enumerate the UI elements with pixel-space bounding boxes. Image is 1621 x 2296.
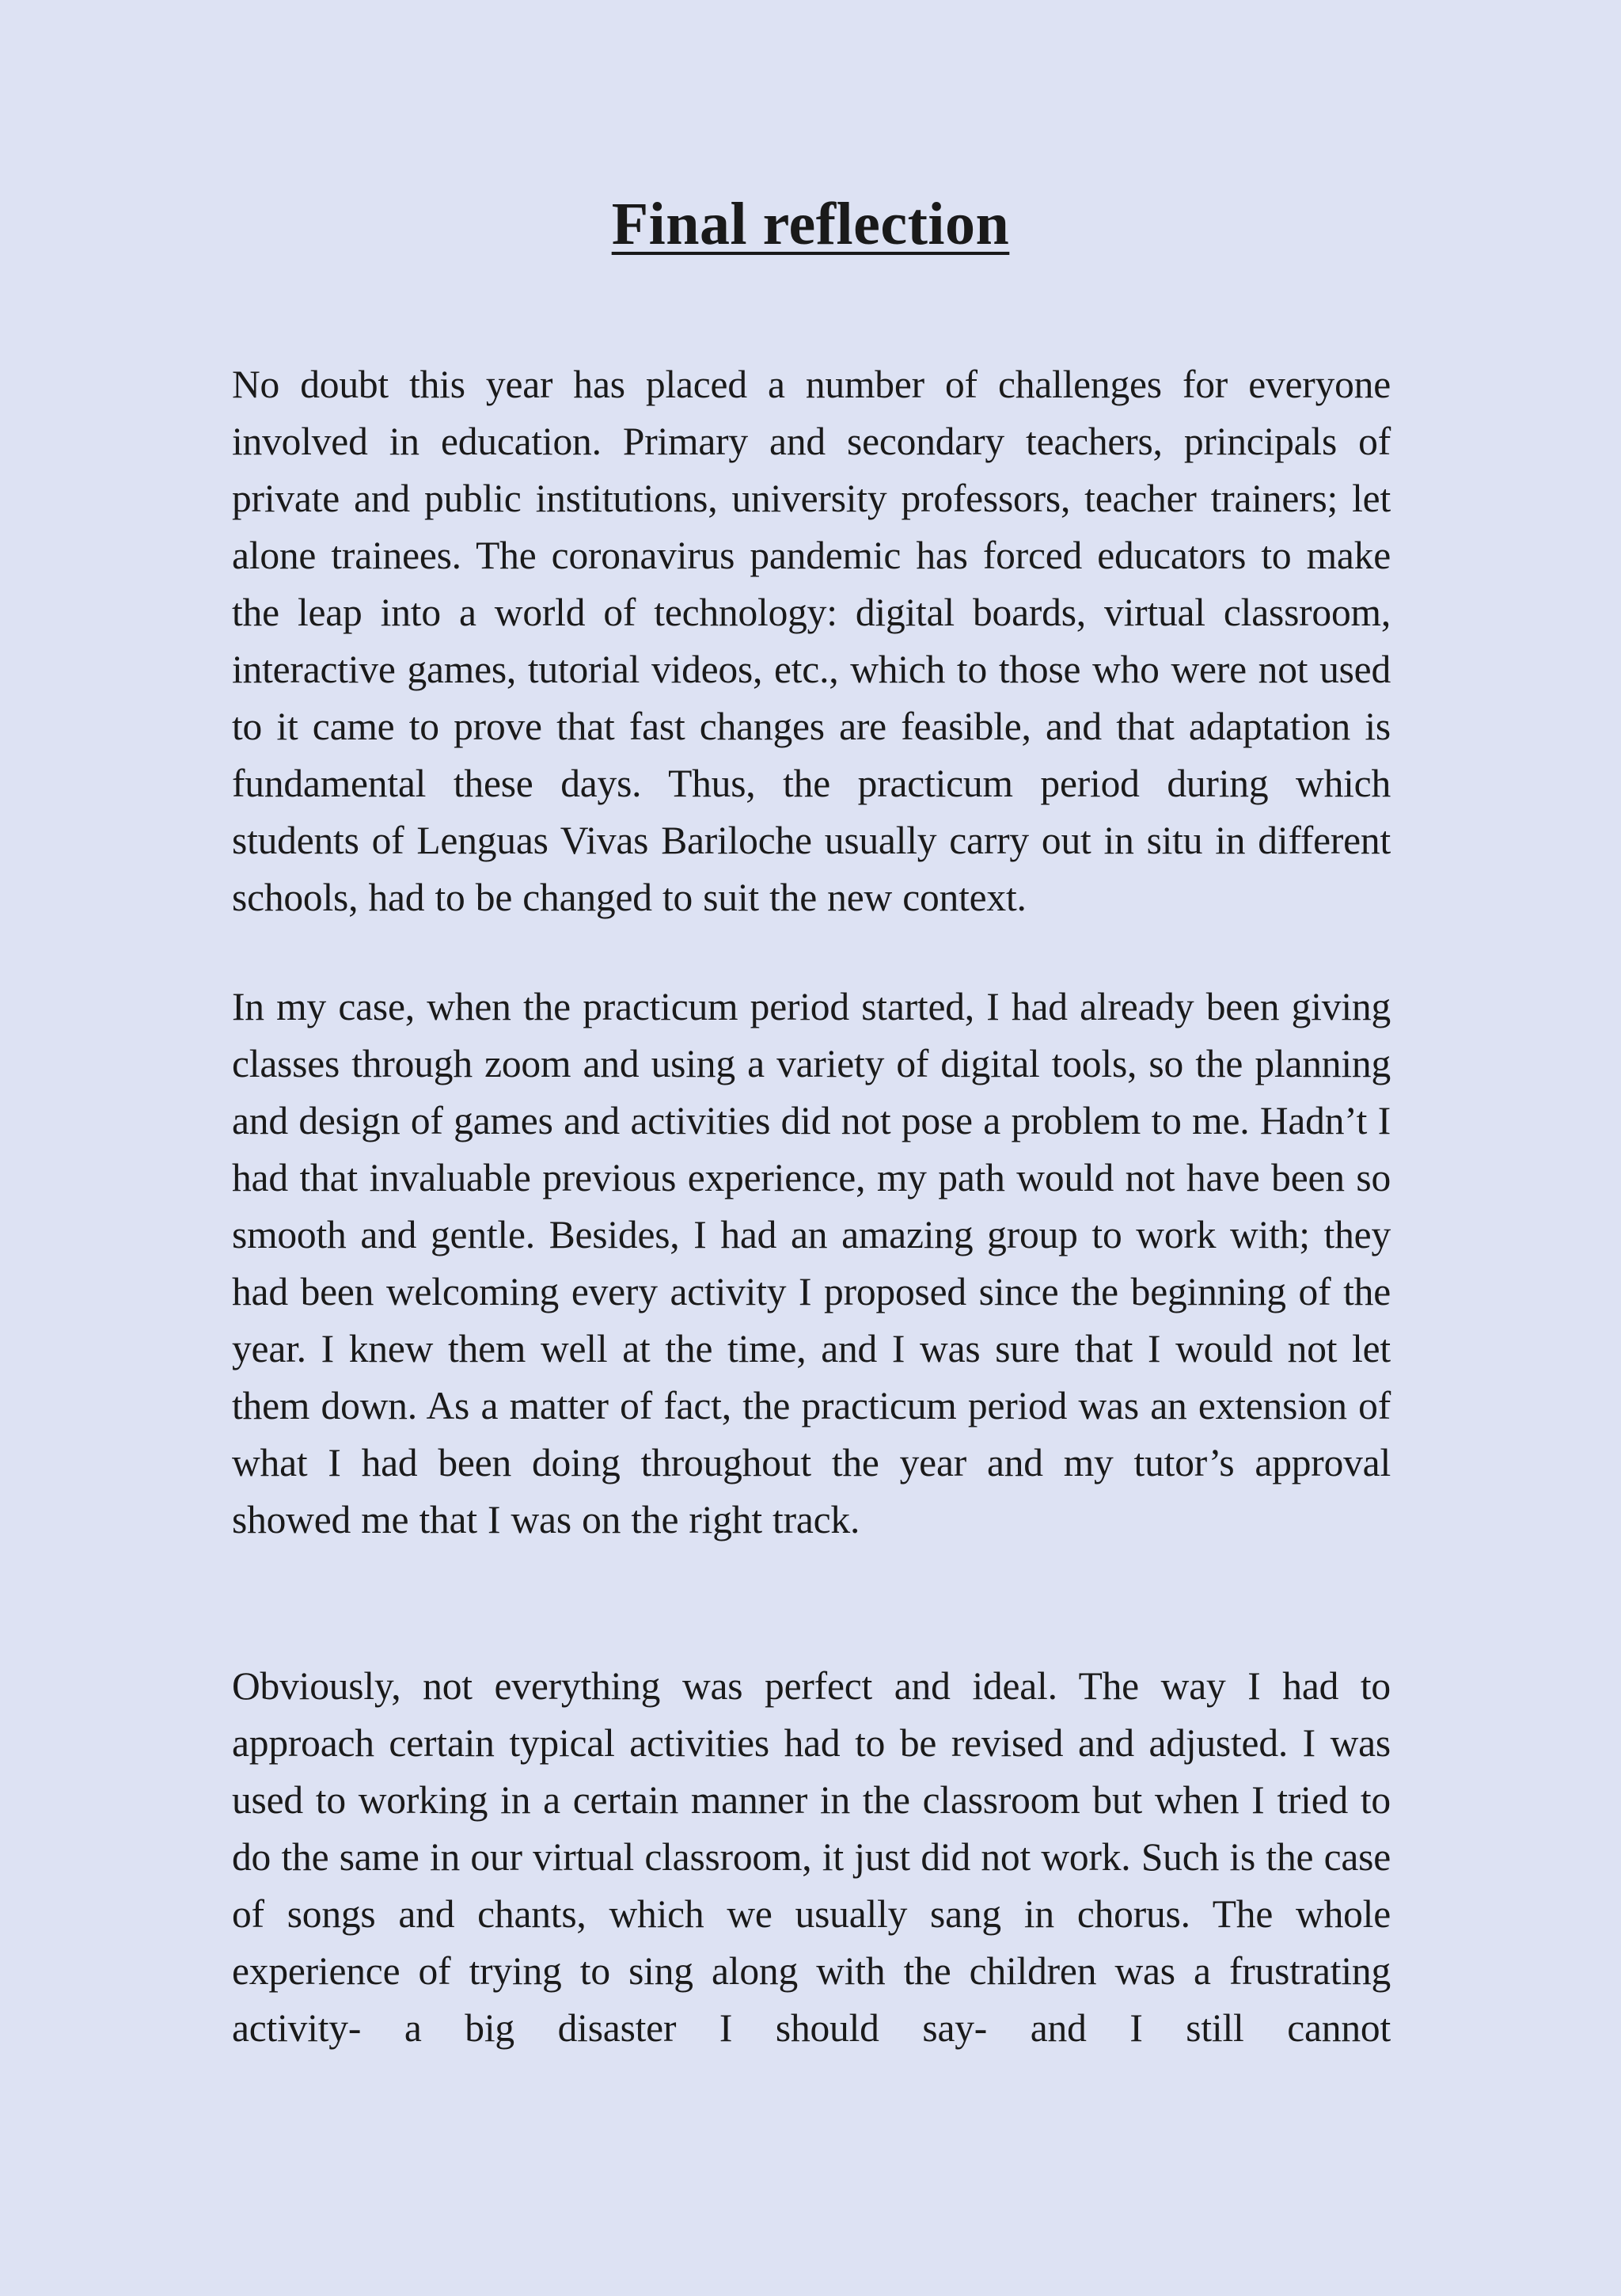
paragraph-1: No doubt this year has placed a number of challenges for everyone involved in education. Primary and secondary teachers, principals of private and public institutions, university professors, teacher trainers; let alone trainees. The coronavirus pandemic has forced educators to make the leap into a world of technology: digital boards, virtual classroom, interactive games, tutorial videos, etc., which to those who were not used to it came to prove that fast changes are feasible, and that adaptation is fundamental these days. Thus, the practicum period during which students of Lenguas Vivas Bariloche usually carry out in situ in different schools, had to be changed to suit the new context. [232,363,1391,919]
paragraph-3: Obviously, not everything was perfect and ideal. The way I had to approach certain typical activities had to be revised and adjusted. I was used to working in a certain manner in the classroom but when I tried to do the same in our virtual classroom, it just did not work. Such is the case of songs and chants, which we usually sang in chorus. The whole experience of trying to sing along with the children was a frustrating activity- a big disaster I should say- and I still cannot [232,1664,1391,2050]
page-title: Final reflection [611,191,1010,257]
paragraph-2: In my case, when the practicum period started, I had already been giving classes through zoom and using a variety of digital tools, so the planning and design of games and activities did not pose a problem to me. Hadn’t I had that invaluable previous experience, my path would not have been so smooth and gentle. Besides, I had an amazing group to work with; they had been welcoming every activity I proposed since the beginning of the year. I knew them well at the time, and I was sure that I would not let them down. As a matter of fact, the practicum period was an extension of what I had been doing throughout the year and my tutor’s approval showed me that I was on the right track. [232,985,1391,1541]
